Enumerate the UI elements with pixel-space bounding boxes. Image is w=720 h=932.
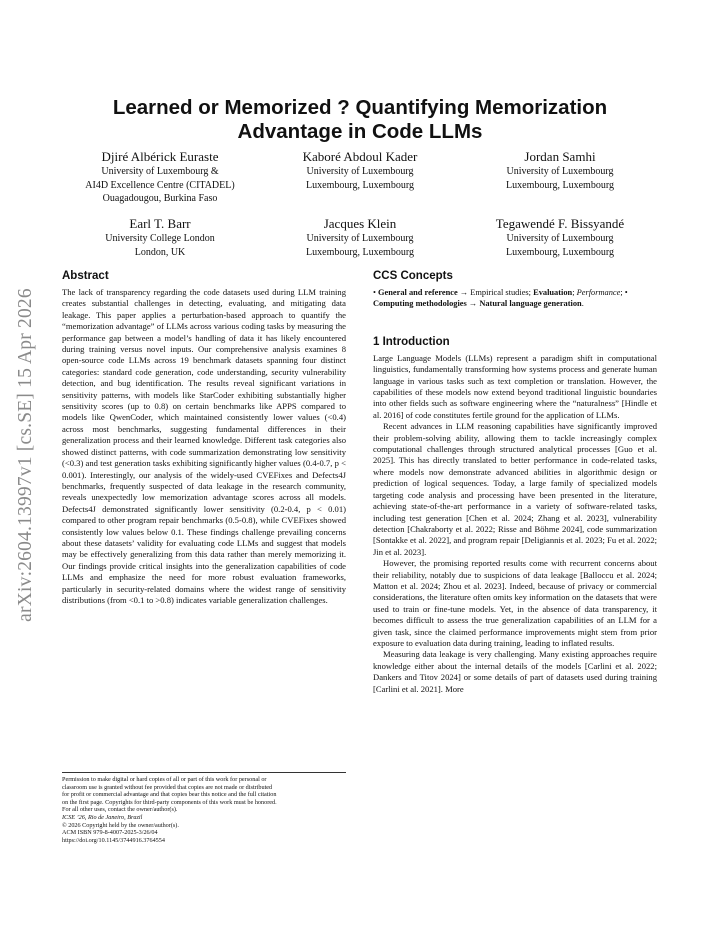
- ccs-bullet: •: [373, 288, 379, 297]
- author-affiliation: Luxembourg, Luxembourg: [306, 179, 414, 191]
- intro-paragraph: Measuring data leakage is very challenging. Many existing approaches require knowledge either about the internal details of the models [Carlini et al. 2022; Dankers and Titov 2024] or some details of part of datasets used during training [Carlini et al. 2021]. More: [373, 649, 657, 694]
- author-affiliation: Luxembourg, Luxembourg: [506, 246, 614, 258]
- author-row-2: [60, 216, 660, 259]
- author-name: Earl T. Barr: [129, 216, 191, 231]
- author-affiliation: University of Luxembourg: [506, 233, 614, 244]
- ccs-term: Computing methodologies → Natural language generation: [373, 299, 582, 309]
- right-column: [373, 270, 657, 695]
- abstract-heading: Abstract: [62, 270, 109, 282]
- author-name: Jordan Samhi: [524, 149, 596, 164]
- intro-paragraph: Recent advances in LLM reasoning capabilities have significantly improved their problem-solving ability, allowing them to tackle increasingly complex computational challenges through structured analytical processes [Guo et al. 2025]. This has directly translated to better performance in code-related tasks, where models now demonstrate advanced abilities in algorithmic design or prediction of logical sequences. Today, a large family of specialized models targeting code analysis and processing have been presented in the literature, achieving state-of-the-art performance in a variety of software-related tasks, including test generation [Chen et al. 2024; Zhang et al. 2023], vulnerability detection [Chakraborty et al. 2022; Risse and Böhme 2024], code summarization [Sontakke et al. 2022], and program repair [Deligiannis et al. 2023; Fu et al. 2022; Jin et al. 2023].: [373, 421, 657, 557]
- permission-notice: [62, 776, 346, 844]
- author-block: [260, 149, 460, 206]
- author-affiliation: AI4D Excellence Centre (CITADEL): [85, 179, 235, 191]
- intro-paragraph: However, the promising reported results come with recurrent concerns about their reliability, notably due to suspicions of data leakage [Balloccu et al. 2024; Matton et al. 2024; Zhou et al. 2023]. Indeed, because of privacy or commercial considerations, the literature often omits key information on the datasets that were used to train or fine-tune models. Yet, in the absence of data transparency, it becomes difficult to assess the true generalization capabilities of an LLM for a given task, since the claimed performance improvements might stem from prior exposure to evaluation data during training, leading to inflated results.: [373, 558, 657, 648]
- paper-title: Learned or Memorized ? Quantifying Memorization Advantage in Code LLMs: [112, 96, 608, 143]
- author-name: Tegawendé F. Bissyandé: [495, 216, 625, 231]
- permission-line: for profit or commercial advantage and that copies bear this notice and the full citation: [62, 791, 277, 799]
- arxiv-sidebar: [6, 250, 46, 660]
- author-name: Kaboré Abdoul Kader: [302, 149, 418, 164]
- ccs-term: Performance: [576, 288, 621, 297]
- left-column: [62, 270, 346, 606]
- isbn-line: ACM ISBN 979-8-4007-2025-3/26/04: [62, 829, 158, 837]
- author-affiliation: University of Luxembourg: [506, 166, 614, 177]
- author-block: [260, 216, 460, 259]
- author-block: [460, 216, 660, 259]
- author-affiliation: University of Luxembourg: [306, 166, 414, 177]
- arxiv-identifier: arXiv:2604.13997v1 [cs.SE] 15 Apr 2026: [15, 288, 36, 622]
- permission-line: on the first page. Copyrights for third-party components of this work must be honored.: [62, 798, 277, 806]
- author-affiliation: University College London: [105, 233, 215, 244]
- author-affiliation: University of Luxembourg &: [101, 166, 219, 177]
- author-affiliation: University of Luxembourg: [306, 233, 414, 244]
- ccs-term: Evaluation: [533, 288, 573, 297]
- ccs-bullet: •: [624, 288, 628, 297]
- ccs-end: .: [581, 299, 584, 309]
- abstract-text: The lack of transparency regarding the code datasets used during LLM training creates substantial challenges in detecting, evaluating, and mitigating data leakage. This paper applies a perturbation-based approach to quantify the “memorization advantage” of LLMs across various coding tasks by measuring the performance gap between a model’s handling of data it has likely encountered during training versus novel inputs. Our comprehensive analysis examines 8 open-source code LLMs across 19 benchmark datasets spanning four distinct categories: standard code generation, code understanding, security vulnerability detection, and bug identification. The results reveal significant variations in sensitivity patterns, with models like StarCoder exhibiting substantially higher sensitivity scores (up to 0.8) on certain benchmarks like APPS compared to models like QwenCoder, which maintained consistently lower values (<0.4) across most benchmarks, suggesting fundamental differences in their generalization process and their learned knowledge. Different task categories also showed distinct patterns, with code summarization demonstrating low sensitivity (<0.3) and test generation tasks exhibiting significantly higher values (0.4-0.7, p < 0.001). Interestingly, our analysis of the widely-used CVEFixes and Defects4J benchmarks, frequently suspected of data leakage in the research community, reveals unexpectedly low memorization advantage scores across all models. Defects4J demonstrated significantly lower sensitivity (0.2-0.4, p < 0.01) compared to other program repair benchmarks (0.5-0.8), while CVEFixes showed consistently low values below 0.1. These findings challenge prevailing concerns about these datasets’ validity for evaluating code LLMs and suggest that models may be effectively generalizing from this data rather than merely memorizing it. Our findings provide critical insights into the generalization capabilities of code LLMs and emphasize the need for more robust evaluation frameworks, particularly in security-related domains where the widest range of sensitivity distributions (from <0.1 to >0.8) indicates variable generalization challenges.: [62, 287, 346, 605]
- ccs-separator: ;: [620, 288, 625, 297]
- ccs-term: General and reference: [378, 288, 458, 297]
- copyright-line: © 2026 Copyright held by the owner/author(s).: [62, 821, 179, 829]
- ccs-heading: CCS Concepts: [373, 270, 453, 282]
- doi-link[interactable]: https://doi.org/10.1145/3744916.3764554: [62, 836, 165, 844]
- permission-line: classroom use is granted without fee provided that copies are not made or distributed: [62, 783, 273, 791]
- author-block: [60, 216, 260, 259]
- footnote-divider: [62, 772, 346, 773]
- author-affiliation: Luxembourg, Luxembourg: [306, 246, 414, 258]
- introduction-heading: 1 Introduction: [373, 335, 450, 348]
- author-name: Djiré Albérick Euraste: [101, 149, 219, 164]
- author-affiliation: London, UK: [134, 246, 186, 258]
- venue-line: ICSE ’26, Rio de Janeiro, Brazil: [62, 813, 143, 821]
- author-name: Jacques Klein: [323, 216, 397, 231]
- author-affiliation: Ouagadougou, Burkina Faso: [102, 193, 218, 204]
- intro-paragraph: Large Language Models (LLMs) represent a paradigm shift in computational linguistics, fundamentally transforming how systems process and generate human language in various tasks such as text completion or translation. However, the capabilities of these models now extend beyond traditional linguistic boundaries into other fields such as software engineering where the “naturalness” [Hindle et al. 2016] of code constitutes fertile ground for the application of LLMs.: [373, 352, 657, 420]
- author-affiliation: Luxembourg, Luxembourg: [506, 179, 614, 191]
- author-block: [60, 149, 260, 206]
- ccs-concepts: [373, 287, 657, 310]
- ccs-separator: ;: [572, 288, 577, 297]
- permission-line: For all other uses, contact the owner/author(s).: [62, 806, 178, 814]
- ccs-separator: → Empirical studies;: [457, 288, 534, 297]
- author-block: [460, 149, 660, 206]
- author-row-1: [60, 149, 660, 206]
- permission-line: Permission to make digital or hard copies of all or part of this work for personal or: [62, 776, 267, 783]
